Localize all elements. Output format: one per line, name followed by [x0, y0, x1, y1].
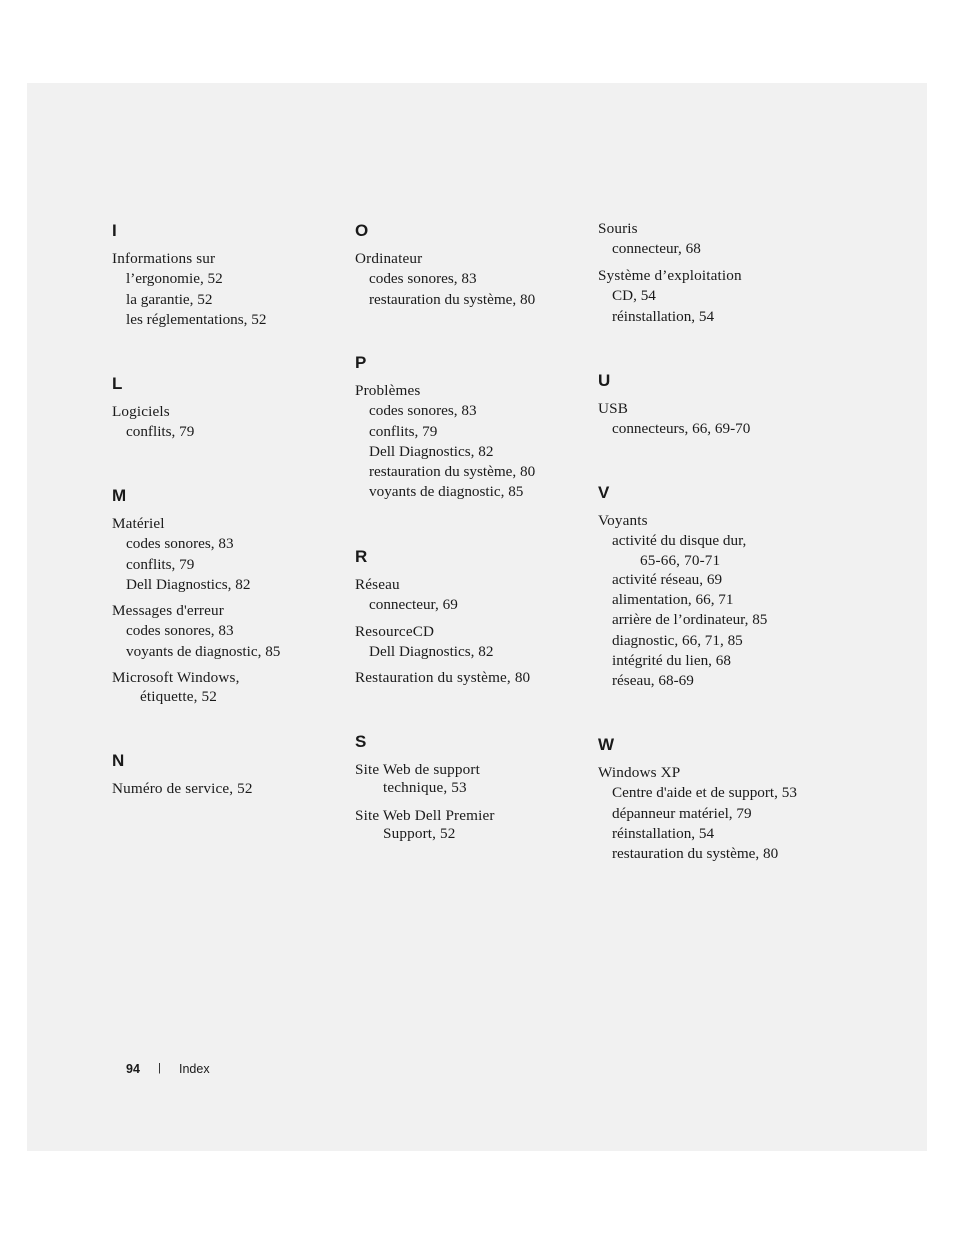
entry-continuation: technique, 53 [383, 779, 467, 797]
index-entry [355, 575, 458, 616]
section-letter-i: I [112, 221, 117, 240]
entry-term: Microsoft Windows, [112, 669, 240, 686]
section-letter-l: L [112, 374, 123, 393]
index-entry [598, 219, 701, 260]
index-entry [112, 779, 253, 799]
entry-sub: connecteur, 69 [369, 596, 458, 614]
document-page [27, 83, 927, 1151]
section-letter-s: S [355, 732, 367, 751]
index-entry [598, 399, 750, 440]
entry-term: Système d’exploitation [598, 267, 742, 284]
index-entry [355, 806, 495, 845]
entry-continuation: 65-66, 70-71 [640, 551, 721, 569]
entry-sub: restauration du système, 80 [369, 290, 536, 308]
index-entry [112, 402, 194, 443]
entry-term: Site Web de support [355, 761, 480, 778]
entry-continuation: étiquette, 52 [140, 688, 218, 706]
entry-term: Informations sur [112, 250, 216, 267]
entry-sub: codes sonores, 83 [126, 535, 234, 553]
entry-sub: les réglementations, 52 [126, 310, 267, 328]
entry-sub: conflits, 79 [126, 423, 195, 441]
entry-sub: réinstallation, 54 [612, 307, 715, 325]
entry-sub: diagnostic, 66, 71, 85 [612, 631, 743, 649]
entry-sub: CD, 54 [612, 287, 656, 305]
entry-term: ResourceCD [355, 623, 435, 640]
entry-term: Ordinateur [355, 250, 423, 267]
entry-sub: l’ergonomie, 52 [126, 270, 223, 288]
entry-term: Souris [598, 220, 638, 237]
entry-term: Problèmes [355, 382, 421, 399]
section-letter-r: R [355, 547, 368, 566]
entry-sub: alimentation, 66, 71 [612, 591, 734, 609]
entry-sub: activité du disque dur, [612, 532, 747, 550]
index-entry [598, 266, 742, 327]
section-letter-n: N [112, 751, 125, 770]
entry-sub: Dell Diagnostics, 82 [369, 442, 494, 460]
index-entry [112, 668, 240, 708]
entry-sub: dépanneur matériel, 79 [612, 804, 752, 822]
entry-term: Numéro de service, 52 [112, 780, 253, 797]
entry-term: Windows XP [598, 764, 681, 781]
entry-sub: arrière de l’ordinateur, 85 [612, 611, 768, 629]
entry-term: Site Web Dell Premier [355, 807, 495, 824]
entry-sub: activité réseau, 69 [612, 570, 723, 588]
footer-section-title: Index [179, 1062, 210, 1076]
entry-sub: codes sonores, 83 [126, 622, 234, 640]
section-letter-m: M [112, 486, 127, 505]
section-letter-v: V [598, 483, 610, 502]
entry-sub: Dell Diagnostics, 82 [126, 575, 251, 593]
entry-sub: réseau, 68-69 [612, 672, 694, 690]
index-entry [355, 381, 535, 503]
section-letter-o: O [355, 221, 369, 240]
index-entry [355, 249, 535, 310]
entry-sub: voyants de diagnostic, 85 [126, 642, 281, 660]
entry-sub: voyants de diagnostic, 85 [369, 483, 524, 501]
entry-term: Voyants [598, 512, 648, 529]
entry-sub: restauration du système, 80 [369, 463, 536, 481]
index-entry [355, 622, 493, 663]
section-letter-p: P [355, 353, 367, 372]
section-letter-u: U [598, 371, 611, 390]
entry-sub: codes sonores, 83 [369, 402, 477, 420]
entry-sub: intégrité du lien, 68 [612, 652, 731, 670]
entry-sub: conflits, 79 [126, 555, 195, 573]
entry-sub: conflits, 79 [369, 422, 438, 440]
index-entry [598, 511, 767, 692]
entry-term: USB [598, 400, 628, 417]
entry-term: Restauration du système, 80 [355, 669, 531, 686]
entry-term: Logiciels [112, 403, 170, 420]
entry-sub: la garantie, 52 [126, 290, 213, 308]
entry-sub: connecteur, 68 [612, 240, 701, 258]
entry-term: Matériel [112, 515, 165, 532]
section-letter-w: W [598, 735, 615, 754]
entry-sub: Dell Diagnostics, 82 [369, 643, 494, 661]
entry-continuation: Support, 52 [383, 825, 456, 843]
index-entry [355, 760, 480, 799]
page-number: 94 [126, 1062, 140, 1076]
entry-sub: réinstallation, 54 [612, 824, 715, 842]
entry-sub: codes sonores, 83 [369, 270, 477, 288]
entry-sub: Centre d'aide et de support, 53 [612, 784, 797, 802]
index-entry [355, 668, 530, 688]
index-entry [112, 249, 266, 330]
footer-separator: | [158, 1062, 161, 1074]
entry-sub: connecteurs, 66, 69-70 [612, 420, 751, 438]
index-entry [112, 514, 250, 595]
entry-term: Messages d'erreur [112, 602, 224, 619]
entry-sub: restauration du système, 80 [612, 845, 779, 863]
entry-term: Réseau [355, 576, 400, 593]
index-entry [598, 763, 797, 864]
index-entry [112, 601, 280, 662]
